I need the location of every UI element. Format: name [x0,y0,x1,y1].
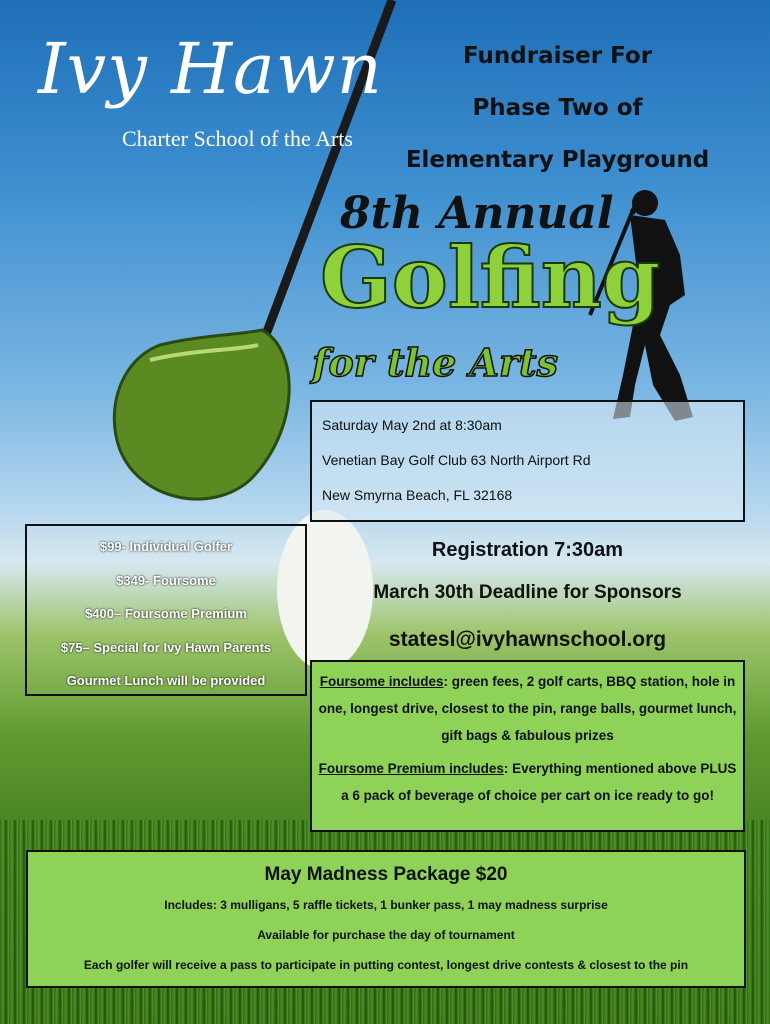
foursome-includes [318,668,737,749]
school-logo [20,18,383,168]
price-premium: $400– Foursome Premium [85,606,247,621]
fundraiser-heading [385,30,730,186]
event-details-box [310,400,745,522]
madness-includes: Includes: 3 mulligans, 5 raffle tickets, 1 bunker pass, 1 may madness surprise [164,898,608,912]
fundraiser-line-2: Phase Two of [472,95,643,121]
event-venue: Venetian Bay Golf Club 63 North Airport Rd [322,452,591,468]
foursome-label: Foursome includes [319,674,444,689]
price-individual: $99- Individual Golfer [99,539,233,554]
logo-name: Ivy Hawn [38,28,383,110]
event-date-time: Saturday May 2nd at 8:30am [322,417,502,433]
foursome-text: : green fees, 2 golf carts, BBQ station, hole in one, longest drive, closest to the pin, range balls, gourmet lunch, gift bags & fabulous prizes [318,674,737,743]
registration-info [310,532,745,662]
golfing-title: Golfing [320,228,661,327]
price-foursome: $349- Foursome [116,572,216,588]
logo-subtitle: Charter School of the Arts [122,126,353,151]
lunch-note: Gourmet Lunch will be provided [66,673,266,688]
fundraiser-line-3: Elementary Playground [405,147,710,173]
pricing-box [25,524,307,696]
madness-title: May Madness Package $20 [264,864,508,885]
premium-includes [318,755,737,809]
event-city: New Smyrna Beach, FL 32168 [322,487,513,503]
foursome-includes-box [310,660,745,832]
may-madness-box [26,850,746,988]
madness-pass: Each golfer will receive a pass to participate in putting contest, longest drive contests & closest to the pin [83,958,689,972]
for-the-arts-title: for the Arts [312,340,558,385]
fundraiser-line-1: Fundraiser For [462,43,653,69]
premium-label: Foursome Premium includes [318,761,504,776]
premium-text: : Everything mentioned above PLUS a 6 pack of beverage of choice per cart on ice ready to go! [341,761,737,803]
madness-available: Available for purchase the day of tournament [257,928,515,942]
annual-title: 8th Annual [340,188,614,239]
price-parents: $75– Special for Ivy Hawn Parents [60,639,272,655]
registration-time: Registration 7:30am [431,539,624,561]
contact-email[interactable]: statesl@ivyhawnschool.org [388,628,667,651]
sponsor-deadline: March 30th Deadline for Sponsors [373,582,682,603]
